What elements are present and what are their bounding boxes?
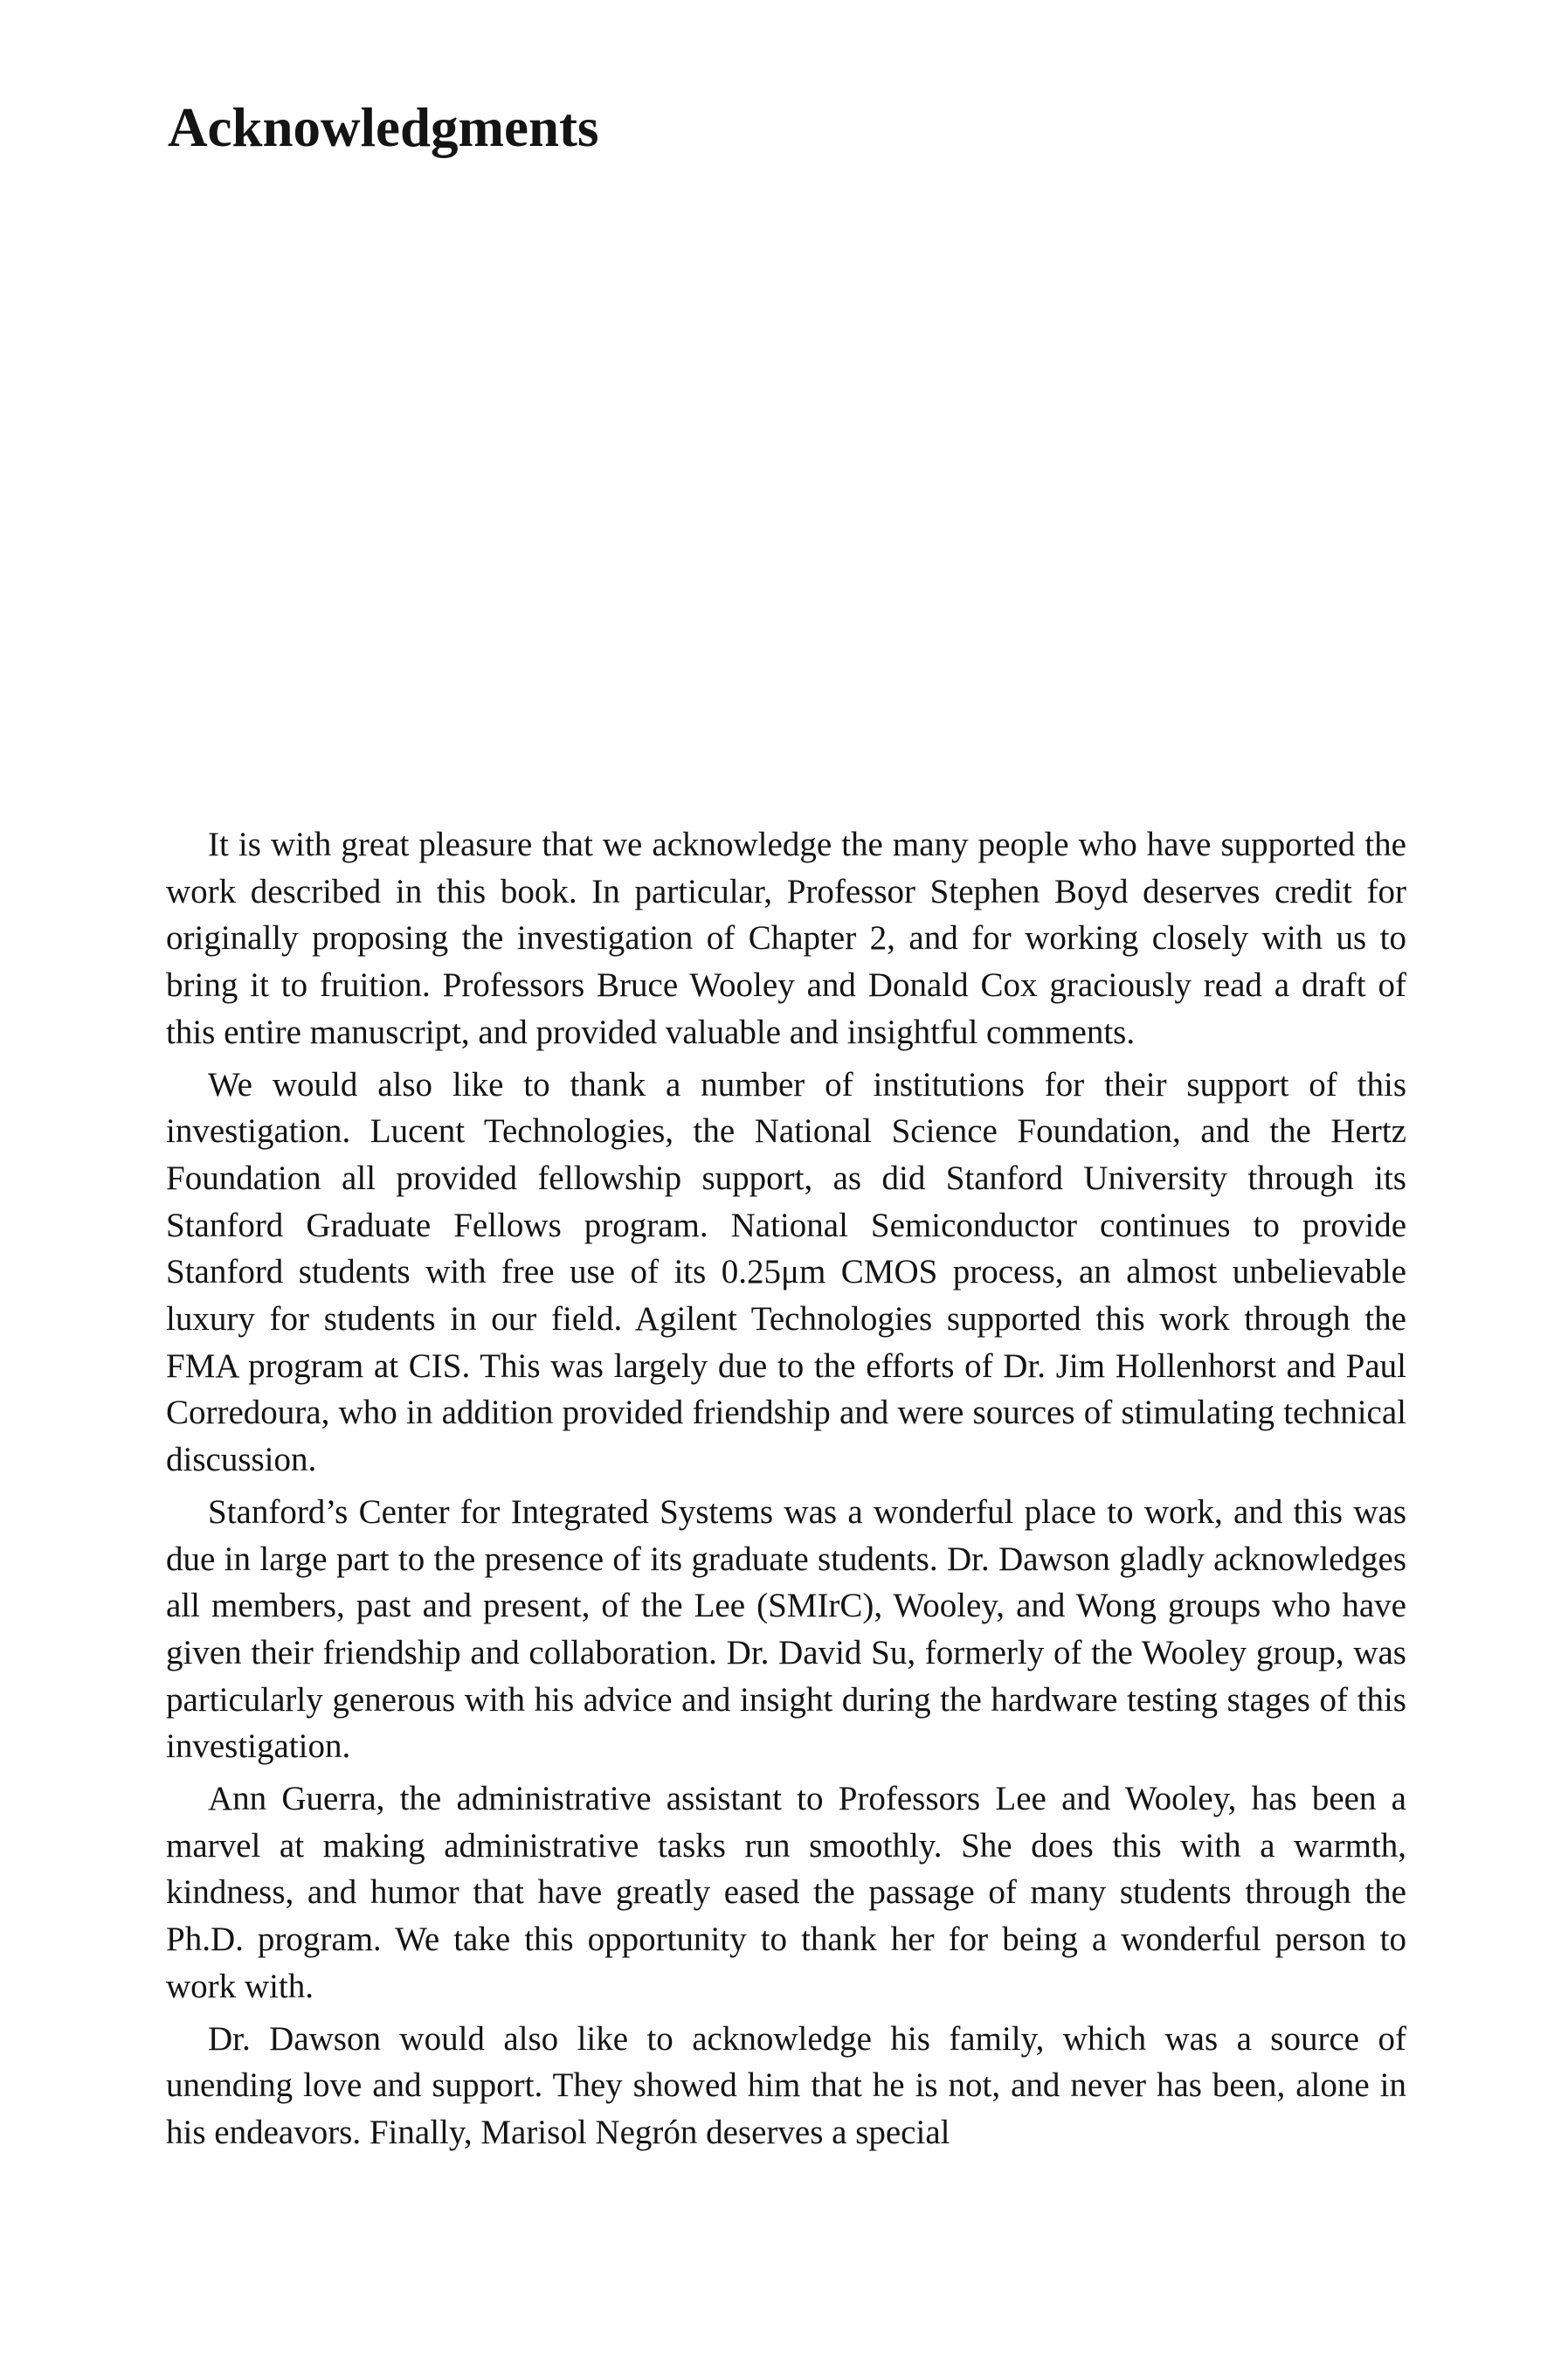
acknowledgments-body: [166, 821, 1406, 2162]
chapter-title: Acknowledgments: [168, 97, 599, 158]
paragraph-1: It is with great pleasure that we acknowledge the many people who have supported the work described in this book. In particular, Professor Stephen Boyd deserves credit for originally proposing the investigation of Chapter 2, and for working closely with us to bring it to fruition. Professors Bruce Wooley and Donald Cox graciously read a draft of this entire manuscript, and provided valuable and insightful comments.: [166, 826, 1406, 1051]
paragraph-5: Dr. Dawson would also like to acknowledge his family, which was a source of unending love and support. They showed him that he is not, and never has been, alone in his endeavors. Finally, Marisol Negrón deserves a special: [166, 2019, 1406, 2151]
paragraph-2: We would also like to thank a number of institutions for their support of this investigation. Lucent Technologies, the National Science Foundation, and the Hertz Foundation all provided fellowship support, as did Stanford University through its Stanford Graduate Fellows program. National Semiconductor continues to provide Stanford students with free use of its 0.25μm CMOS process, an almost unbelievable luxury for students in our field. Agilent Technologies supported this work through the FMA program at CIS. This was largely due to the efforts of Dr. Jim Hollenhorst and Paul Corredoura, who in addition provided friendship and were sources of stimulating technical discussion.: [166, 1065, 1406, 1479]
paragraph-4: Ann Guerra, the administrative assistant to Professors Lee and Wooley, has been a marvel at making administrative tasks run smoothly. She does this with a warmth, kindness, and humor that have greatly eased the passage of many students through the Ph.D. program. We take this opportunity to thank her for being a wonderful person to work with.: [166, 1780, 1406, 2005]
paragraph-3: Stanford’s Center for Integrated Systems was a wonderful place to work, and this was due in large part to the presence of its graduate students. Dr. Dawson gladly acknowledges all members, past and present, of the Lee (SMIrC), Wooley, and Wong groups who have given their friendship and collaboration. Dr. David Su, formerly of the Wooley group, was particularly generous with his advice and insight during the hardware testing stages of this investigation.: [166, 1492, 1406, 1766]
